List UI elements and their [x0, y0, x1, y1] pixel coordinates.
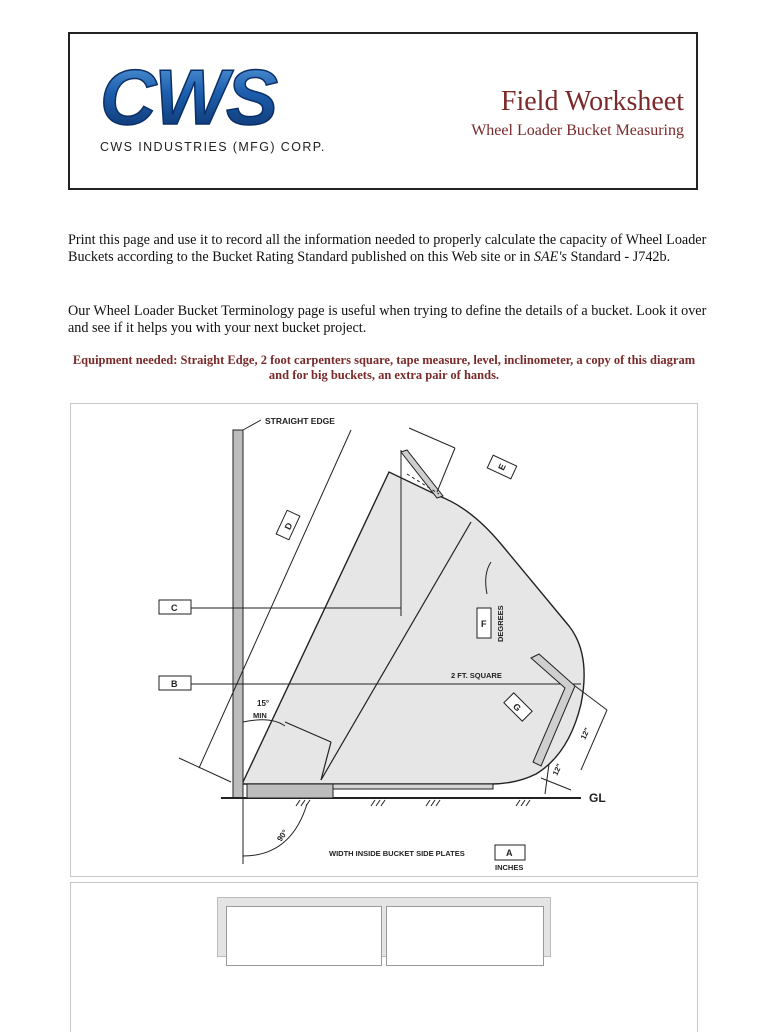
- twelve-inch-a: 12": [578, 726, 592, 741]
- page-subtitle: Wheel Loader Bucket Measuring: [471, 122, 684, 139]
- min-label: MIN: [253, 711, 267, 720]
- intro-paragraph-2: Our Wheel Loader Bucket Terminology page is useful when trying to define the details of a bucket. Look it over and see if it helps you with your next bucket project.: [68, 303, 707, 336]
- label-e: E: [496, 462, 508, 472]
- dim-e-ext: [437, 448, 455, 492]
- dim-e-line: [409, 428, 455, 448]
- intro-p1-tail: Standard - J742b.: [566, 249, 671, 265]
- degrees-label: DEGREES: [496, 605, 505, 642]
- cws-logo: [98, 56, 338, 166]
- label-b: B: [171, 679, 178, 689]
- base-plate-1: [247, 784, 333, 798]
- twelve-inch-b: 12": [550, 762, 564, 777]
- equipment-needed: Equipment needed: Straight Edge, 2 foot carpenters square, tape measure, level, inclinometer, a copy of this diagram and for big buckets, an extra pair of hands.: [72, 353, 696, 382]
- straight-edge-label: STRAIGHT EDGE: [265, 416, 335, 426]
- table-cell[interactable]: [386, 906, 544, 966]
- base-plate-2: [333, 784, 493, 789]
- label-g: G: [510, 701, 523, 714]
- sae-reference: SAE's: [533, 249, 567, 265]
- inches-label: INCHES: [495, 863, 524, 872]
- intro-p1-text: Print this page and use it to record all the information needed to properly calculate the capacity of Wheel Loader Buckets according to the Bucket Rating Standard published on this Web site or in: [68, 232, 707, 265]
- label-f: F: [481, 619, 487, 629]
- straight-edge-leader: [243, 420, 261, 430]
- straight-edge-bar: [233, 430, 243, 798]
- table-cell[interactable]: [226, 906, 382, 966]
- worksheet-table: [217, 897, 551, 957]
- dim-12-ext-2: [545, 764, 549, 794]
- dim-d-ext: [179, 758, 231, 782]
- ground-hatches: [296, 800, 530, 806]
- logo-text: CWS: [100, 56, 276, 136]
- two-ft-square-label: 2 FT. SQUARE: [451, 671, 502, 680]
- angle-90-arc: [243, 804, 307, 856]
- worksheet-table-frame: [70, 882, 698, 1032]
- logo-tagline: CWS INDUSTRIES (MFG) CORP.: [100, 140, 326, 154]
- angle-90-label: 90°: [275, 828, 290, 844]
- label-a: A: [506, 848, 513, 858]
- label-c: C: [171, 603, 178, 613]
- bucket-diagram-svg: [71, 404, 697, 876]
- label-d: D: [282, 521, 295, 532]
- intro-paragraph-1: [68, 232, 708, 266]
- gl-label: GL: [589, 791, 606, 805]
- angle-15-label: 15°: [257, 699, 270, 708]
- header-box: [68, 32, 698, 190]
- width-label: WIDTH INSIDE BUCKET SIDE PLATES: [329, 849, 465, 858]
- bucket-diagram: [70, 403, 698, 877]
- cws-logo-mark: [98, 56, 338, 136]
- page-title: Field Worksheet: [500, 86, 684, 117]
